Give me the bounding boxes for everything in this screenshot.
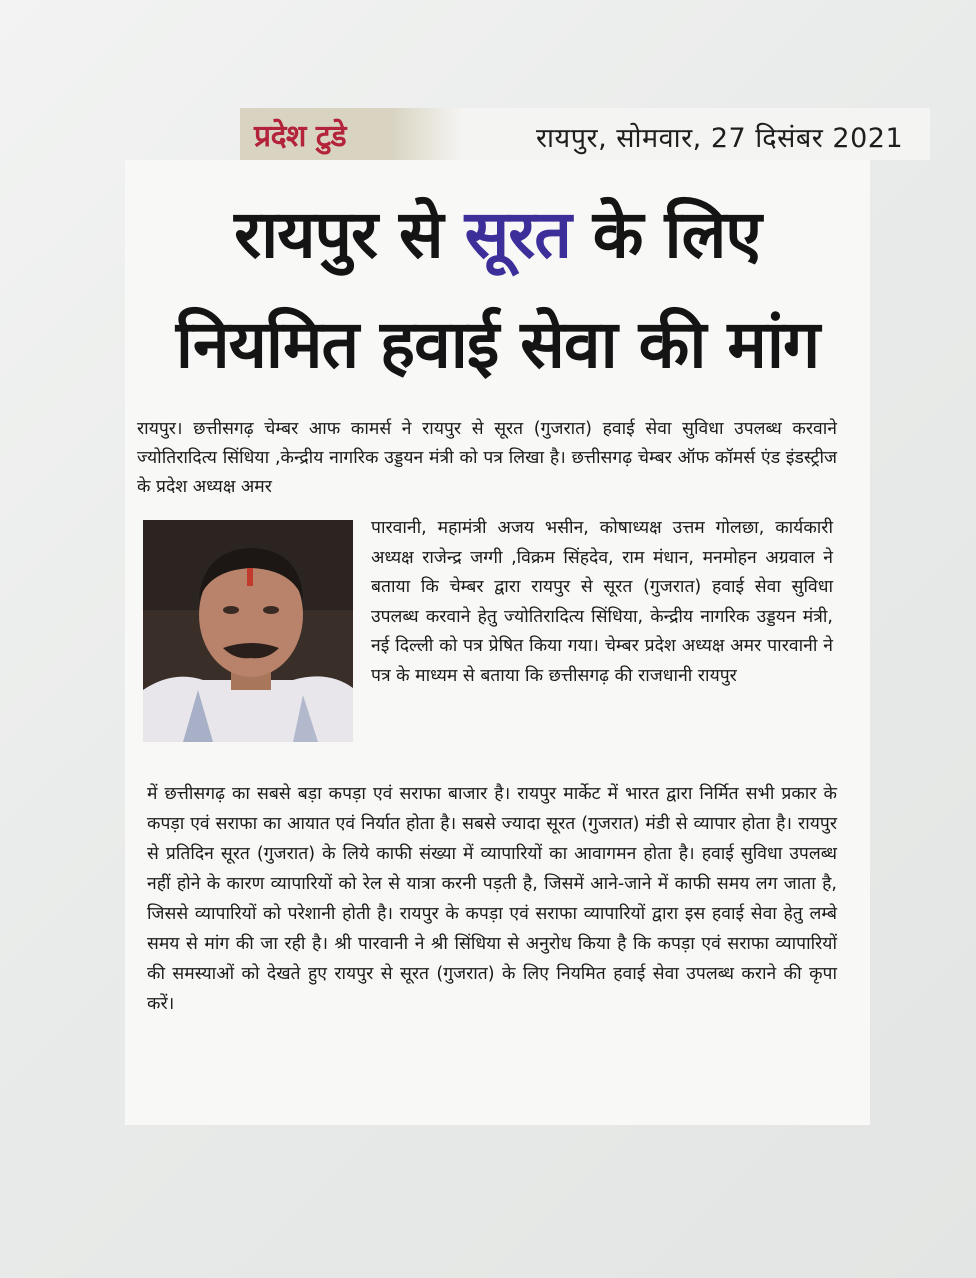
brand-fade <box>392 108 462 160</box>
dateline: रायपुर, सोमवार, 27 दिसंबर 2021 <box>536 123 904 154</box>
newspaper-clipping <box>125 160 870 1125</box>
brand-strip <box>240 108 462 160</box>
headline-accent: सूरत <box>464 196 571 273</box>
portrait-illustration <box>143 520 353 742</box>
headline-line-1 <box>125 196 870 273</box>
headline-part-1: रायपुर से <box>234 196 465 273</box>
headline-line-2: नियमित हवाई सेवा की मांग <box>175 306 820 383</box>
article-paragraph-top: रायपुर। छत्तीसगढ़ चेम्बर आफ कामर्स ने रायपुर से सूरत (गुजरात) हवाई सेवा सुविधा उपलब्ध करवाने ज्योतिरादित्य सिंधिया ,केन्द्रीय नागरिक उड्डयन मंत्री को पत्र लिखा है। छत्तीसगढ़ चेम्बर ऑफ कॉमर्स एंड इंडस्ट्रीज के प्रदेश अध्यक्ष अमर <box>137 419 837 497</box>
masthead <box>240 108 930 160</box>
brand-name: प्रदेश टुडे <box>254 119 347 154</box>
portrait-photo-icon <box>143 520 353 742</box>
article-paragraph-bottom: में छत्तीसगढ़ का सबसे बड़ा कपड़ा एवं सराफा बाजार है। रायपुर मार्केट में भारत द्वारा निर्मित सभी प्रकार के कपड़ा एवं सराफा का आयात एवं निर्यात होता है। सबसे ज्यादा सूरत (गुजरात) मंडी से व्यापार होता है। रायपुर से प्रतिदिन सूरत (गुजरात) के लिये काफी संख्या में व्यापारियों का आवागमन होता है। हवाई सुविधा उपलब्ध नहीं होने के कारण व्यापारियों को रेल से यात्रा करनी पड़ती है, जिसमें आने-जाने में काफी समय लग जाता है, जिससे व्यापारियों को परेशानी होती है। रायपुर के कपड़ा एवं सराफा व्यापारियों द्वारा इस हवाई सेवा हेतु लम्बे समय से मांग की जा रही है। श्री पारवानी ने श्री सिंधिया से अनुरोध किया है कि कपड़ा एवं सराफा व्यापारियों की समस्याओं को देखते हुए रायपुर से सूरत (गुजरात) के लिए नियमित हवाई सेवा उपलब्ध कराने की कृपा करें। <box>147 784 837 1014</box>
headline-part-2: के लिए <box>570 196 761 273</box>
article-paragraph-side: पारवानी, महामंत्री अजय भसीन, कोषाध्यक्ष उत्तम गोलछा, कार्यकारी अध्यक्ष राजेन्द्र जग्गी ,विक्रम सिंहदेव, राम मंधान, मनमोहन अग्रवाल ने बताया कि चेम्बर द्वारा रायपुर से सूरत (गुजरात) हवाई सेवा सुविधा उपलब्ध करवाने हेतु ज्योतिरादित्य सिंधिया, केन्द्रीय नागरिक उड्डयन मंत्री, नई दिल्ली को पत्र प्रेषित किया गया। चेम्बर प्रदेश अध्यक्ष अमर पारवानी ने पत्र के माध्यम से बताया कि छत्तीसगढ़ की राजधानी रायपुर <box>371 518 833 686</box>
